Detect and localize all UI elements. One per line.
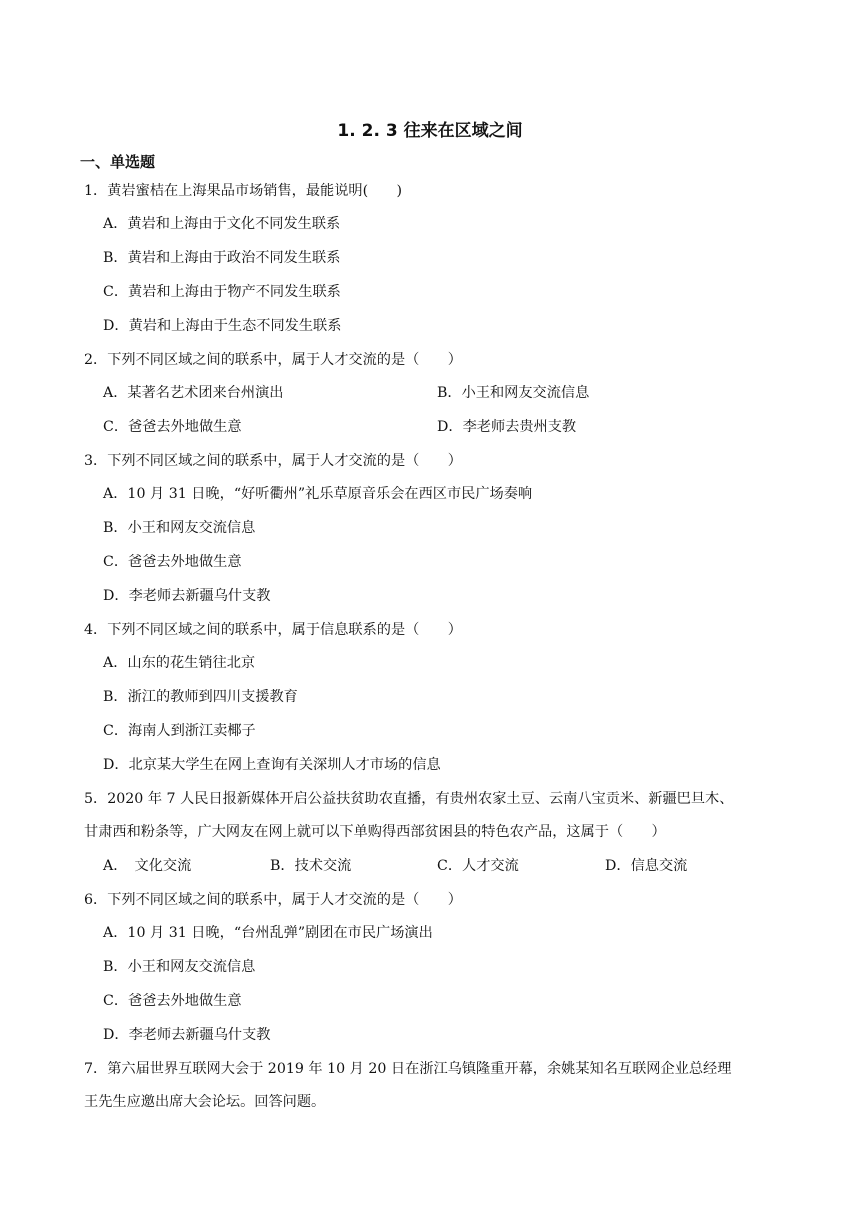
question-1-option-b[interactable]: B．黄岩和上海由于政治不同发生联系 [103,250,341,266]
question-6-option-b[interactable]: B．小王和网友交流信息 [103,959,256,975]
question-3-option-a[interactable]: A．10 月 31 日晚，“好听衢州”礼乐草原音乐会在西区市民广场奏响 [103,486,533,502]
question-2-option-d[interactable]: D．李老师去贵州支教 [437,419,577,435]
question-1-option-a[interactable]: A．黄岩和上海由于文化不同发生联系 [103,216,341,232]
question-6-option-d[interactable]: D．李老师去新疆乌什支教 [103,1027,271,1043]
question-7-stem-line-2: 王先生应邀出席大会论坛。回答问题。 [84,1094,326,1110]
question-5-option-d[interactable]: D．信息交流 [605,858,688,874]
question-3-option-b[interactable]: B．小王和网友交流信息 [103,520,256,536]
question-2-stem: 2．下列不同区域之间的联系中，属于人才交流的是（ ） [84,352,462,368]
question-7-stem-line-1: 7．第六届世界互联网大会于 2019 年 10 月 20 日在浙江乌镇隆重开幕，余姚某知名互联网企业总经理 [84,1061,732,1077]
question-2-option-a[interactable]: A．某著名艺术团来台州演出 [103,385,284,401]
question-5-stem-line-1: 5．2020 年 7 人民日报新媒体开启公益扶贫助农直播，有贵州农家土豆、云南八宝贡米、新疆巴旦木、 [84,791,734,807]
question-2-option-c[interactable]: C．爸爸去外地做生意 [103,419,242,435]
page-title: 1. 2. 3 往来在区域之间 [337,121,523,141]
section-title: 一、单选题 [80,153,156,171]
question-2-option-b[interactable]: B．小王和网友交流信息 [437,385,590,401]
question-6-option-c[interactable]: C．爸爸去外地做生意 [103,993,242,1009]
question-1-stem: 1．黄岩蜜桔在上海果品市场销售，最能说明( ) [84,183,403,199]
question-4-stem: 4．下列不同区域之间的联系中，属于信息联系的是（ ） [84,622,462,638]
question-5-option-c[interactable]: C．人才交流 [437,858,519,874]
question-6-option-a[interactable]: A．10 月 31 日晚，“台州乱弹”剧团在市民广场演出 [103,925,433,941]
question-1-option-d[interactable]: D．黄岩和上海由于生态不同发生联系 [103,318,342,334]
question-5-option-b[interactable]: B．技术交流 [270,858,352,874]
question-1-option-c[interactable]: C．黄岩和上海由于物产不同发生联系 [103,284,341,300]
question-4-option-b[interactable]: B．浙江的教师到四川支援教育 [103,689,298,705]
question-4-option-d[interactable]: D．北京某大学生在网上查询有关深圳人才市场的信息 [103,757,441,773]
question-3-option-c[interactable]: C．爸爸去外地做生意 [103,554,242,570]
question-6-stem: 6．下列不同区域之间的联系中，属于人才交流的是（ ） [84,892,462,908]
question-4-option-a[interactable]: A．山东的花生销往北京 [103,655,256,671]
question-3-stem: 3．下列不同区域之间的联系中，属于人才交流的是（ ） [84,453,462,469]
question-5-stem-line-2: 甘肃西和粉条等，广大网友在网上就可以下单购得西部贫困县的特色农产品，这属于（ ） [84,824,666,840]
question-4-option-c[interactable]: C．海南人到浙江卖椰子 [103,723,256,739]
question-3-option-d[interactable]: D．李老师去新疆乌什支教 [103,588,271,604]
question-5-option-a[interactable]: A． 文化交流 [103,858,192,874]
